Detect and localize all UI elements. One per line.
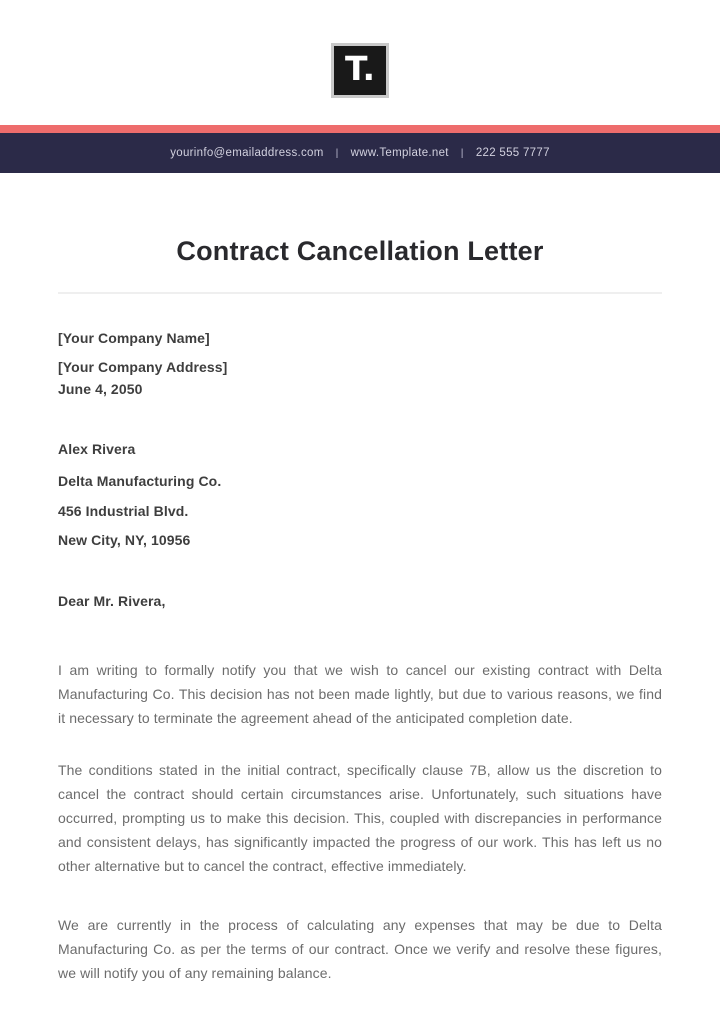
logo-row: [0, 0, 720, 98]
paragraph-expenses-balance: We are currently in the process of calculating any expenses that may be due to Delta Manufacturing Co. as per the terms of our contract. Once we verify and resolve these figures, we will notify you of any remaining balance.: [58, 917, 662, 981]
contact-separator: |: [460, 147, 464, 159]
contact-phone: 222 555 7777: [475, 147, 550, 159]
letterhead: [0, 0, 720, 173]
paragraph-contract-clause-reasons: The conditions stated in the initial contract, specifically clause 7B, allow us the discretion to cancel the contract should certain circumstances arise. Unfortunately, such situations have occurred, prompting us to make this decision. This, coupled with discrepancies in performance and consistent delays, has significantly impacted the progress of our work. This has left us no other alternative but to cancel the contract, effective immediately.: [58, 762, 662, 874]
letter-body: [0, 235, 720, 985]
recipient-street-address: 456 Industrial Blvd.: [58, 503, 189, 519]
salutation: Dear Mr. Rivera,: [58, 593, 166, 609]
divider: [58, 292, 662, 294]
contact-email: yourinfo@emailaddress.com: [170, 147, 324, 159]
contact-separator: |: [335, 147, 339, 159]
letter-date: June 4, 2050: [58, 381, 143, 397]
page-title: Contract Cancellation Letter: [176, 236, 544, 266]
paragraph-notice-of-cancellation: I am writing to formally notify you that we wish to cancel our existing contract with Delta Manufacturing Co. This decision has not been made lightly, but due to various reasons, we find it necessary to terminate the agreement ahead of the anticipated completion date.: [58, 662, 662, 726]
brand-logo-icon: T.: [331, 43, 389, 98]
recipient-name: Alex Rivera: [58, 441, 136, 457]
sender-company-address-placeholder: [Your Company Address]: [58, 359, 228, 375]
sender-company-name-placeholder: [Your Company Name]: [58, 330, 210, 346]
accent-stripe: [0, 125, 720, 133]
contact-website: www.Template.net: [350, 147, 449, 159]
contact-bar: [0, 133, 720, 173]
recipient-company: Delta Manufacturing Co.: [58, 473, 222, 489]
recipient-city-state-zip: New City, NY, 10956: [58, 532, 191, 548]
